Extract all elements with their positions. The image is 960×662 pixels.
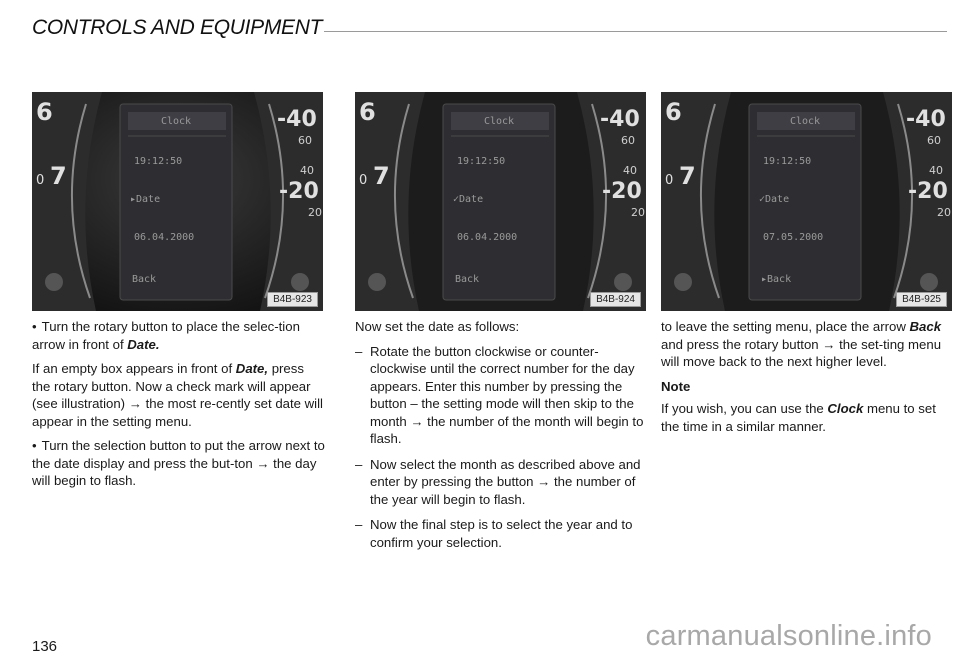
svg-text:-40: -40	[600, 107, 640, 132]
svg-text:6: 6	[665, 98, 682, 126]
screen-line-time: 19:12:50	[457, 156, 506, 167]
svg-text:60: 60	[927, 134, 941, 147]
screen-line-time: 19:12:50	[763, 156, 812, 167]
text-column-2	[355, 318, 645, 559]
svg-text:-40: -40	[277, 107, 317, 132]
watermark: carmanualsonline.info	[645, 620, 932, 652]
svg-text:6: 6	[359, 98, 376, 126]
svg-text:7: 7	[373, 162, 390, 190]
svg-text:-20: -20	[279, 179, 319, 204]
screen-line-date-value: 06.04.2000	[134, 232, 195, 243]
screen-line-back: ▸Back	[761, 274, 792, 285]
svg-text:7: 7	[679, 162, 696, 190]
svg-text:0: 0	[359, 173, 368, 188]
svg-text:40: 40	[929, 164, 943, 177]
svg-text:7: 7	[50, 162, 67, 190]
step-item: – Rotate the button clockwise or counter-clockwise until the correct number for the day appears. Enter this number by pressing the button – the setting mode will then skip to the month → the number of the month will begin to flash.	[355, 343, 645, 448]
instruction-paragraph: • Turn the selection button to put the arrow next to the date display and press the but-ton → the day will begin to flash.	[32, 437, 325, 490]
svg-text:60: 60	[298, 134, 312, 147]
svg-text:20: 20	[631, 206, 645, 219]
text-column-1	[32, 318, 325, 497]
instruction-paragraph: If an empty box appears in front of Date, press the rotary button. Now a check mark will appear (see illustration) → the most re-cently set date will appear in the setting menu.	[32, 361, 323, 429]
step-item: – Now the final step is to select the year and to confirm your selection.	[355, 516, 645, 551]
svg-text:0: 0	[665, 173, 674, 188]
instrument-cluster-figure	[32, 92, 323, 311]
screen-line-back: Back	[455, 274, 480, 285]
svg-text:-20: -20	[602, 179, 642, 204]
svg-text:-40: -40	[906, 107, 946, 132]
instruction-paragraph: to leave the setting menu, place the arrow Back and press the rotary button → the set-ting menu will move back to the next higher level.	[661, 319, 942, 369]
screen-line-date-label: ✓Date	[759, 194, 790, 205]
intro-paragraph: Now set the date as follows:	[355, 319, 520, 334]
screen-line-time: 19:12:50	[134, 156, 183, 167]
svg-text:20: 20	[308, 206, 322, 219]
screen-line-back: Back	[132, 274, 157, 285]
screen-line-title: Clock	[160, 116, 192, 127]
instrument-cluster-figure	[661, 92, 952, 311]
svg-text:40: 40	[623, 164, 637, 177]
svg-text:0: 0	[36, 173, 45, 188]
svg-text:60: 60	[621, 134, 635, 147]
svg-text:20: 20	[937, 206, 951, 219]
screen-line-title: Clock	[789, 116, 821, 127]
screen-line-date-value: 06.04.2000	[457, 232, 518, 243]
screen-line-title: Clock	[483, 116, 515, 127]
svg-text:-20: -20	[908, 179, 948, 204]
svg-text:6: 6	[36, 98, 53, 126]
svg-text:40: 40	[300, 164, 314, 177]
screen-line-date-label: ✓Date	[453, 194, 484, 205]
note-paragraph: If you wish, you can use the Clock menu to set the time in a similar manner.	[661, 401, 936, 434]
figure-code: B4B-924	[590, 292, 641, 307]
step-item: – Now select the month as described above and enter by pressing the button → the number of the year will begin to flash.	[355, 456, 645, 509]
header-rule	[324, 31, 947, 32]
screen-line-date-value: 07.05.2000	[763, 232, 824, 243]
figure-code: B4B-925	[896, 292, 947, 307]
figure-code: B4B-923	[267, 292, 318, 307]
text-column-3	[661, 318, 951, 442]
note-heading: Note	[661, 378, 691, 394]
page-header	[32, 10, 947, 40]
page-number: 136	[32, 638, 58, 655]
instruction-paragraph: • Turn the rotary button to place the selec-tion arrow in front of Date.	[32, 318, 325, 353]
section-title: CONTROLS AND EQUIPMENT	[32, 16, 323, 39]
instrument-cluster-figure	[355, 92, 646, 311]
screen-line-date-label: ▸Date	[130, 194, 161, 205]
